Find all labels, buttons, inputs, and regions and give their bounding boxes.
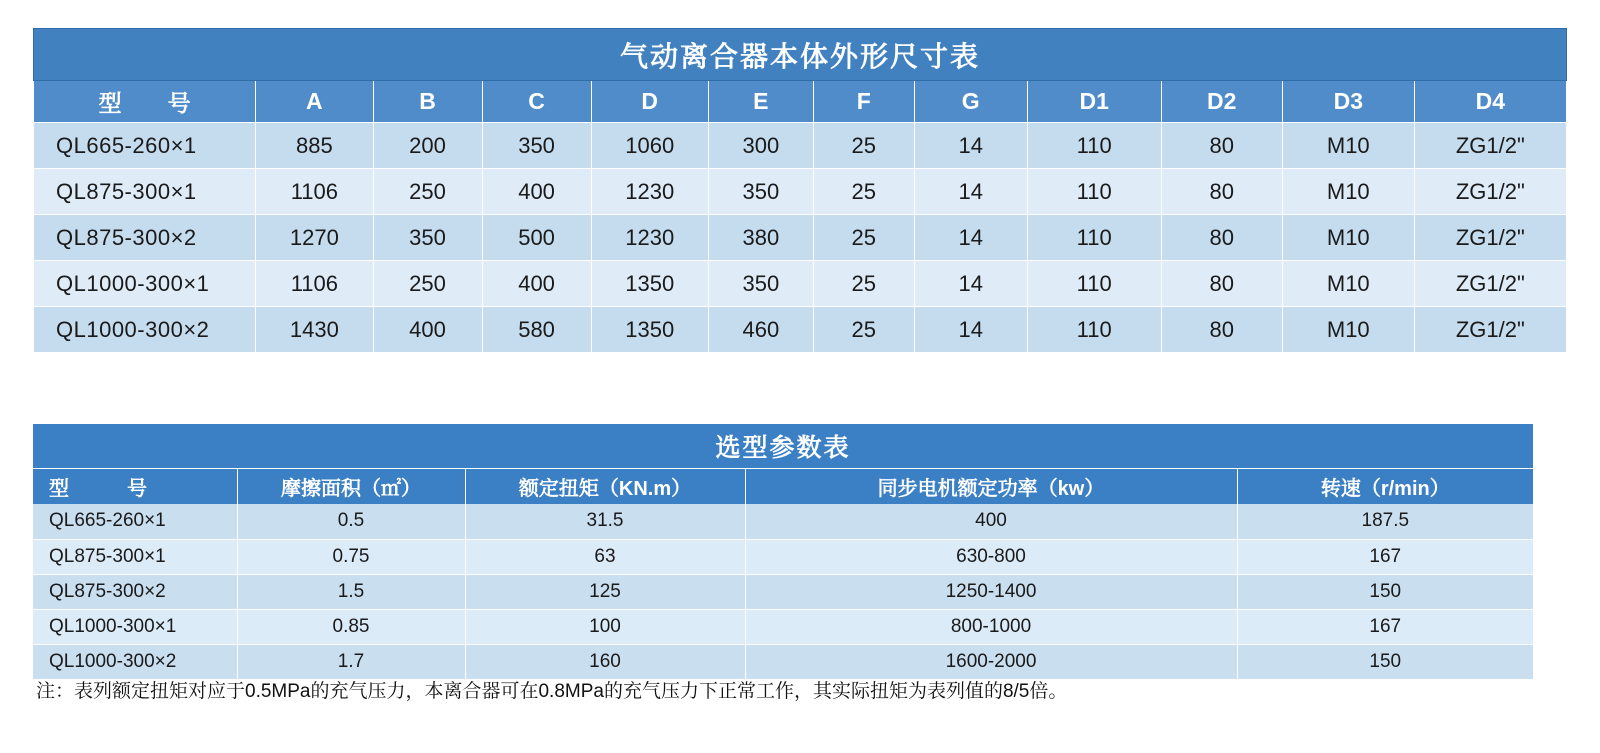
dimensions-cell: 500 bbox=[482, 215, 591, 261]
dimensions-cell: 110 bbox=[1027, 215, 1161, 261]
selection-table-title: 选型参数表 bbox=[33, 424, 1533, 468]
dimensions-cell: 25 bbox=[813, 215, 914, 261]
selection-table-title-row bbox=[33, 424, 1533, 468]
dimensions-cell: 14 bbox=[914, 169, 1027, 215]
dimensions-header-g: G bbox=[914, 81, 1027, 123]
table-note: 注：表列额定扭矩对应于0.5MPa的充气压力，本离合器可在0.8MPa的充气压力下正常工作，其实际扭矩为表列值的8/5倍。 bbox=[36, 681, 1068, 702]
table-row bbox=[34, 215, 1567, 261]
dimensions-cell: M10 bbox=[1282, 307, 1414, 353]
dimensions-cell: 400 bbox=[482, 169, 591, 215]
dimensions-cell: 380 bbox=[708, 215, 813, 261]
dimensions-cell: 1270 bbox=[256, 215, 373, 261]
selection-cell: 100 bbox=[465, 609, 745, 644]
selection-cell: 63 bbox=[465, 539, 745, 574]
dimensions-header-d4: D4 bbox=[1414, 81, 1566, 123]
selection-cell-model: QL875-300×1 bbox=[33, 539, 237, 574]
selection-table-header-row bbox=[33, 468, 1533, 504]
dimensions-cell-model: QL875-300×2 bbox=[34, 215, 256, 261]
table-row bbox=[34, 123, 1567, 169]
dimensions-table-title: 气动离合器本体外形尺寸表 bbox=[34, 29, 1567, 81]
dimensions-cell: 25 bbox=[813, 307, 914, 353]
selection-header-speed: 转速（r/min） bbox=[1237, 468, 1533, 504]
dimensions-cell: ZG1/2" bbox=[1414, 215, 1566, 261]
selection-cell: 630-800 bbox=[745, 539, 1237, 574]
selection-cell: 150 bbox=[1237, 574, 1533, 609]
dimensions-table-title-row bbox=[34, 29, 1567, 81]
selection-cell: 167 bbox=[1237, 609, 1533, 644]
selection-cell: 150 bbox=[1237, 644, 1533, 679]
dimensions-cell: 300 bbox=[708, 123, 813, 169]
dimensions-cell: 350 bbox=[708, 261, 813, 307]
dimensions-header-d: D bbox=[591, 81, 708, 123]
table-row bbox=[33, 644, 1533, 679]
dimensions-cell: 80 bbox=[1161, 169, 1282, 215]
dimensions-cell: 1230 bbox=[591, 169, 708, 215]
selection-parameters-table-container bbox=[33, 424, 1533, 680]
dimensions-cell: 25 bbox=[813, 169, 914, 215]
dimensions-cell: 80 bbox=[1161, 307, 1282, 353]
dimensions-header-a: A bbox=[256, 81, 373, 123]
dimensions-cell: 1350 bbox=[591, 307, 708, 353]
dimensions-cell: 200 bbox=[373, 123, 482, 169]
dimensions-cell: 14 bbox=[914, 307, 1027, 353]
dimensions-cell: ZG1/2" bbox=[1414, 169, 1566, 215]
dimensions-cell: ZG1/2" bbox=[1414, 307, 1566, 353]
dimensions-cell: 1106 bbox=[256, 169, 373, 215]
dimensions-header-d1: D1 bbox=[1027, 81, 1161, 123]
dimensions-cell: 25 bbox=[813, 123, 914, 169]
table-row bbox=[34, 261, 1567, 307]
selection-cell: 1.5 bbox=[237, 574, 465, 609]
table-row bbox=[33, 574, 1533, 609]
table-row bbox=[33, 609, 1533, 644]
dimensions-header-model: 型 号 bbox=[34, 81, 256, 123]
dimensions-cell: ZG1/2" bbox=[1414, 123, 1566, 169]
dimensions-cell: M10 bbox=[1282, 261, 1414, 307]
dimensions-cell: 110 bbox=[1027, 307, 1161, 353]
selection-cell: 1250-1400 bbox=[745, 574, 1237, 609]
selection-cell: 31.5 bbox=[465, 504, 745, 539]
dimensions-cell: 885 bbox=[256, 123, 373, 169]
selection-cell: 0.5 bbox=[237, 504, 465, 539]
dimensions-cell: 460 bbox=[708, 307, 813, 353]
selection-cell: 125 bbox=[465, 574, 745, 609]
dimensions-table bbox=[33, 28, 1567, 353]
dimensions-cell-model: QL875-300×1 bbox=[34, 169, 256, 215]
selection-cell-model: QL1000-300×2 bbox=[33, 644, 237, 679]
dimensions-cell: 250 bbox=[373, 261, 482, 307]
dimensions-cell: 14 bbox=[914, 123, 1027, 169]
dimensions-header-d2: D2 bbox=[1161, 81, 1282, 123]
dimensions-cell: 350 bbox=[708, 169, 813, 215]
table-row bbox=[33, 504, 1533, 539]
table-row bbox=[34, 307, 1567, 353]
dimensions-table-header-row bbox=[34, 81, 1567, 123]
dimensions-cell: 400 bbox=[482, 261, 591, 307]
dimensions-cell-model: QL1000-300×1 bbox=[34, 261, 256, 307]
dimensions-cell: 350 bbox=[373, 215, 482, 261]
selection-cell-model: QL665-260×1 bbox=[33, 504, 237, 539]
selection-cell: 0.75 bbox=[237, 539, 465, 574]
dimensions-cell: 110 bbox=[1027, 261, 1161, 307]
dimensions-header-e: E bbox=[708, 81, 813, 123]
selection-cell: 160 bbox=[465, 644, 745, 679]
dimensions-cell: 80 bbox=[1161, 215, 1282, 261]
dimensions-cell: 250 bbox=[373, 169, 482, 215]
selection-cell-model: QL875-300×2 bbox=[33, 574, 237, 609]
dimensions-cell: 350 bbox=[482, 123, 591, 169]
dimensions-cell: 1350 bbox=[591, 261, 708, 307]
dimensions-cell: 1060 bbox=[591, 123, 708, 169]
selection-cell: 800-1000 bbox=[745, 609, 1237, 644]
selection-cell: 1600-2000 bbox=[745, 644, 1237, 679]
dimensions-cell: M10 bbox=[1282, 169, 1414, 215]
dimensions-cell: M10 bbox=[1282, 215, 1414, 261]
dimensions-cell-model: QL1000-300×2 bbox=[34, 307, 256, 353]
dimensions-cell: 400 bbox=[373, 307, 482, 353]
dimensions-cell: 1430 bbox=[256, 307, 373, 353]
selection-cell: 187.5 bbox=[1237, 504, 1533, 539]
selection-cell: 400 bbox=[745, 504, 1237, 539]
selection-parameters-table bbox=[33, 424, 1533, 680]
dimensions-cell: 580 bbox=[482, 307, 591, 353]
dimensions-cell-model: QL665-260×1 bbox=[34, 123, 256, 169]
dimensions-cell: 25 bbox=[813, 261, 914, 307]
selection-header-model: 型 号 bbox=[33, 468, 237, 504]
dimensions-header-b: B bbox=[373, 81, 482, 123]
dimensions-header-f: F bbox=[813, 81, 914, 123]
dimensions-cell: ZG1/2" bbox=[1414, 261, 1566, 307]
selection-cell: 167 bbox=[1237, 539, 1533, 574]
table-row bbox=[33, 539, 1533, 574]
dimensions-cell: M10 bbox=[1282, 123, 1414, 169]
dimensions-header-c: C bbox=[482, 81, 591, 123]
dimensions-table-container bbox=[33, 28, 1567, 353]
dimensions-header-d3: D3 bbox=[1282, 81, 1414, 123]
selection-cell: 0.85 bbox=[237, 609, 465, 644]
selection-cell-model: QL1000-300×1 bbox=[33, 609, 237, 644]
dimensions-cell: 80 bbox=[1161, 261, 1282, 307]
dimensions-cell: 80 bbox=[1161, 123, 1282, 169]
selection-header-motor-power: 同步电机额定功率（kw） bbox=[745, 468, 1237, 504]
dimensions-cell: 1230 bbox=[591, 215, 708, 261]
dimensions-cell: 110 bbox=[1027, 169, 1161, 215]
dimensions-cell: 14 bbox=[914, 215, 1027, 261]
dimensions-cell: 1106 bbox=[256, 261, 373, 307]
selection-header-friction-area: 摩擦面积（㎡） bbox=[237, 468, 465, 504]
table-row bbox=[34, 169, 1567, 215]
dimensions-cell: 14 bbox=[914, 261, 1027, 307]
selection-cell: 1.7 bbox=[237, 644, 465, 679]
selection-header-rated-torque: 额定扭矩（KN.m） bbox=[465, 468, 745, 504]
dimensions-cell: 110 bbox=[1027, 123, 1161, 169]
